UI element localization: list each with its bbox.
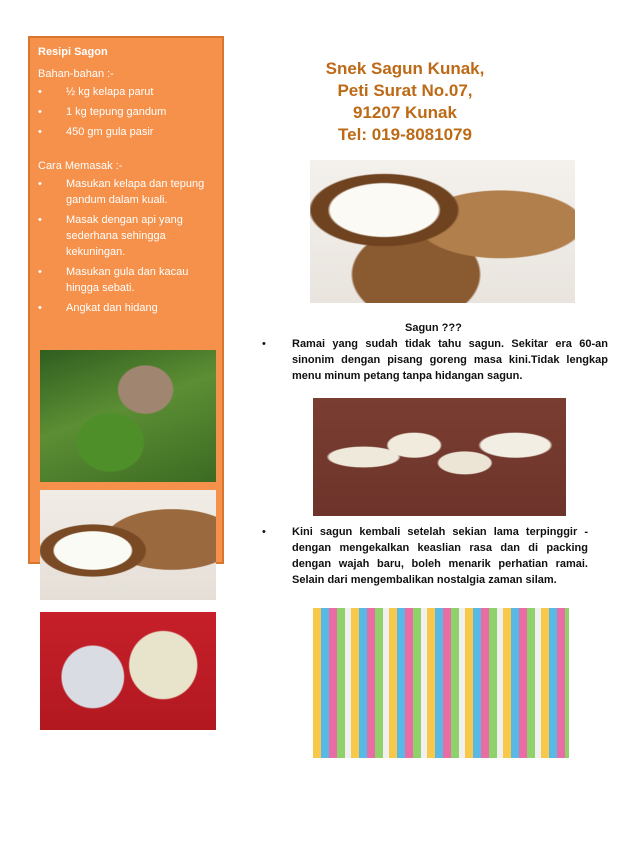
method-step: • Masukan gula dan kacau hingga sebati.: [38, 264, 220, 296]
sagun-straws-photo: [313, 608, 569, 758]
bullet-icon: •: [262, 526, 266, 538]
contact-block: [280, 58, 530, 146]
recipe-title: Resipi Sagon: [38, 46, 108, 58]
method-step: • Angkat dan hidang: [38, 300, 220, 316]
article-paragraph-1: Ramai yang sudah tidak tahu sagun. Sekitar era 60-an sinonim dengan pisang goreng masa kini.Tidak lengkap menu minum petang tanpa hidangan sagun.: [292, 338, 608, 382]
contact-line: 91207 Kunak: [353, 103, 457, 122]
ingredients-heading: Bahan-bahan :-: [38, 68, 114, 80]
ingredient-item: • ½ kg kelapa parut: [38, 84, 220, 100]
contact-line: Snek Sagun Kunak,: [325, 59, 485, 78]
bullet-icon: •: [262, 338, 266, 350]
ingredient-item: • 450 gm gula pasir: [38, 124, 220, 140]
article-heading: Sagun ???: [405, 322, 462, 334]
ingredients-list: [38, 84, 220, 140]
coconut-halves-photo: [310, 160, 575, 303]
method-step: • Masukan kelapa dan tepung gandum dalam kuali.: [38, 176, 220, 208]
contact-phone: Tel: 019-8081079: [338, 125, 472, 144]
ingredient-item: • 1 kg tepung gandum: [38, 104, 220, 120]
sagun-packets-photo: [313, 398, 566, 516]
contact-line: Peti Surat No.07,: [337, 81, 473, 100]
coconut-photo: [40, 490, 216, 600]
method-step: • Masak dengan api yang sederhana sehingga kekuningan.: [38, 212, 220, 260]
recipe-sidebar: [28, 36, 224, 564]
method-heading: Cara Memasak :-: [38, 160, 123, 172]
method-list: [38, 176, 220, 316]
recipe-box: [38, 44, 220, 320]
article-paragraph-2: Kini sagun kembali setelah sekian lama terpinggir - dengan mengekalkan keaslian rasa dan di packing dengan wajah baru, boleh menarik perhatian ramai. Selain dari mengembalikan nostalgia zaman silam.: [292, 526, 588, 586]
monkey-coconut-tree-photo: [40, 350, 216, 482]
sagun-packs-photo: [40, 612, 216, 730]
